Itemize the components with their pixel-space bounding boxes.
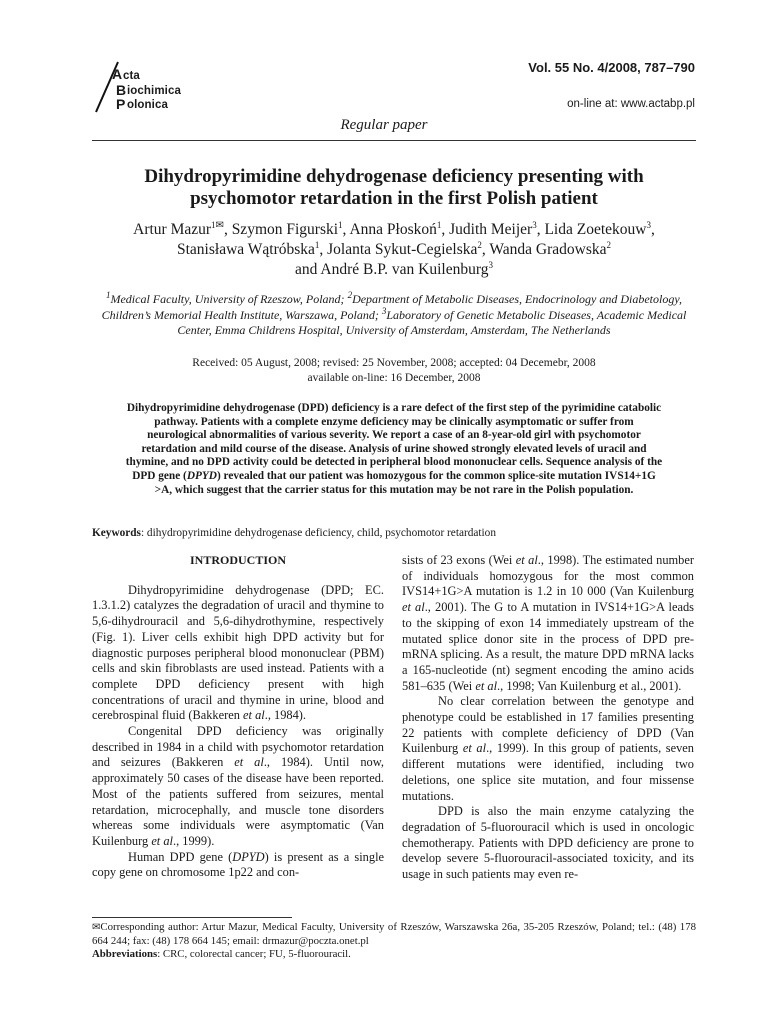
author-affil-sup: 1 xyxy=(436,219,442,230)
author: Szymon Figurski xyxy=(231,221,339,238)
abbreviations-text: : CRC, colorectal cancer; FU, 5-fluorouracil. xyxy=(157,948,351,960)
authors-and: and xyxy=(295,261,318,278)
author: André B.P. van Kuilenburg xyxy=(320,261,489,278)
header-divider xyxy=(92,140,696,141)
journal-logo xyxy=(92,58,232,116)
author: Lida Zoetekouw xyxy=(544,221,647,238)
corresponding-text: Corresponding author: Artur Mazur, Medical Faculty, University of Rzeszów, Warszawska 26a, 35-205 Rzeszów, Poland; tel.: (48) 178 664 244; fax: (48) 178 664 145; email: drmazur@poczta.onet.pl xyxy=(92,921,696,947)
footnotes xyxy=(92,921,696,962)
section-heading: INTRODUCTION xyxy=(189,553,286,567)
abbreviations-footnote xyxy=(92,948,696,962)
abstract-text: ) revealed that our patient was homozygous for the common splice-site mutation IVS14+1G >A, which suggest that the carrier status for this mutation may be not rare in the Polish population. xyxy=(154,469,656,496)
article-title: Dihydropyrimidine dehydrogenase deficiency presenting with psychomotor retardation in the first Polish patient xyxy=(144,166,644,209)
available-line: available on-line: 16 December, 2008 xyxy=(307,372,481,384)
body-column-left xyxy=(92,553,384,881)
author: Wanda Gradowska xyxy=(489,241,607,258)
paragraph-1: Dihydropyrimidine dehydrogenase (DPD; EC. 1.3.1.2) catalyzes the degradation of uracil and thymine to 5,6-dihydrouracil and 5,6-dihydrothymine, respectively (Fig. 1). Liver cells exhibit high DPD activity but for diagnostic purposes peripheral blood mononuclear (PBM) cells and skin fibroblasts are used instead. Patients with a complete DPD deficiency present with high concentrations of uracil and thymine in urine, blood and cerebrospinal fluid (Bakkeren et al., 1984). xyxy=(92,582,384,723)
keywords-label: Keywords xyxy=(92,527,141,539)
logo-letter-b: B xyxy=(116,82,127,98)
paragraph-3-cont: sists of 23 exons (Wei et al., 1998). The estimated number of individuals homozygous for the most common IVS14+1G>A mutation is 1.2 in 10 000 (Van Kuilenburg et al., 2001). The G to A mutation in IVS14+1G>A leads to the skipping of exon 14 immediately upstream of the mutated splice donor site in the process of DPD pre-mRNA splicing. As a result, the mature DPD mRNA lacks a 165-nucleotide (nt) segment encoding the amino acids 581–635 (Wei et al., 1998; Van Kuilenburg et al., 2001). xyxy=(402,553,695,693)
keywords xyxy=(92,527,696,539)
affiliations xyxy=(92,292,696,339)
paper-type: Regular paper xyxy=(340,117,428,133)
author: Jolanta Sykut-Cegielska xyxy=(327,241,478,258)
logo-letter-a: A xyxy=(112,66,123,82)
affil-sup: 1 xyxy=(105,290,111,300)
abstract xyxy=(124,402,664,497)
corresponding-mark: ✉ xyxy=(215,219,224,231)
author: Stanisława Wątróbska xyxy=(177,241,315,258)
paragraph-5: DPD is also the main enzyme catalyzing the degradation of 5-fluorouracil which is used in oncologic chemotherapy. Patients with DPD deficiency are prone to develop severe 5-fluorouracil-associated toxicity, and its usage in such patients may even re- xyxy=(402,804,694,882)
paragraph-4: No clear correlation between the genotype and phenotype could be established in 17 families presenting 22 patients with complete deficiency of DPD (Van Kuilenburg et al., 1999). In this group of patients, seven different mutations were identified, including two deletions, one splice site mutation, and four missense mutations. xyxy=(402,694,695,803)
affiliation: Medical Faculty, University of Rzeszow, Poland; xyxy=(110,292,348,306)
journal-volume: Vol. 55 No. 4/2008, 787–790 xyxy=(528,60,695,75)
author-affil-sup: 3 xyxy=(532,219,537,230)
author-affil-sup: 3 xyxy=(488,259,493,270)
author-affil-sup: 1 xyxy=(314,239,320,250)
corresponding-footnote xyxy=(92,921,696,948)
author-affil-sup: 2 xyxy=(477,239,482,250)
journal-online-url: on-line at: www.actabp.pl xyxy=(567,98,695,110)
abstract-gene: DPYD xyxy=(186,469,217,482)
paragraph-2: Congenital DPD deficiency was originally described in 1984 in a child with psychomotor retardation and seizures (Bakkeren et al., 1984). Until now, approximately 50 cases of the disease have been reported. Most of the patients suffered from seizures, mental retardation, microcephally, and muscle tone disorders whereas some individuals were asymptomatic (Van Kuilenburg et al., 1999). xyxy=(92,724,384,848)
received-dates xyxy=(92,356,696,386)
logo-line-2: iochimica xyxy=(127,85,181,97)
affil-sup: 2 xyxy=(347,290,353,300)
author: Artur Mazur xyxy=(133,221,212,238)
logo-line-3: olonica xyxy=(127,99,168,111)
author-affil-sup: 3 xyxy=(646,219,651,230)
paragraph-3-start: Human DPD gene (DPYD) is present as a single copy gene on chromosome 1p22 and con- xyxy=(92,849,385,880)
logo-letter-p: P xyxy=(116,96,126,112)
author-affil-sup: 2 xyxy=(606,239,611,250)
abbreviations-label: Abbreviations xyxy=(92,948,158,960)
affiliation: Department of Metabolic Diseases, Endocrinology and Diabetology, Children’s Memorial Health Institute, Warszawa, Poland; xyxy=(101,292,683,322)
author: Judith Meijer xyxy=(449,221,533,238)
author-affil-sup: 1 xyxy=(338,219,343,230)
received-line: Received: 05 August, 2008; revised: 25 November, 2008; accepted: 04 Decemebr, 2008 xyxy=(192,357,596,369)
logo-line-1: cta xyxy=(123,70,140,82)
affiliation: Laboratory of Genetic Metabolic Diseases, Academic Medical Center, Emma Childrens Hospital, University of Amsterdam, Amsterdam, The Netherlands xyxy=(177,307,687,337)
author: Anna Płoskoń xyxy=(349,221,437,238)
author-affil-sup: 1 xyxy=(211,219,216,230)
body-column-right xyxy=(402,553,694,883)
footnote-divider xyxy=(92,917,292,918)
envelope-icon: ✉ xyxy=(92,922,101,933)
keywords-text: : dihydropyrimidine dehydrogenase deficiency, child, psychomotor retardation xyxy=(140,527,496,539)
affil-sup: 3 xyxy=(381,305,387,316)
author-list: Artur Mazur$^{1✉}$, Szymon Figurski$^1$, Anna Płoskoń$^1$, Judith Meijer$^3$, Lida Zoetekouw$^3$, Stanisława Wątróbska$^1$, Jolanta Sykut-Cegielska$^2$, Wanda Gradowska$^2$ and André B.P. van Kuilenburg$^3$ xyxy=(133,219,655,278)
abstract-text: Dihydropyrimidine dehydrogenase (DPD) deficiency is a rare defect of the first step of the pyrimidine catabolic pathway. Patients with a complete enzyme deficiency may be clinically asymptomatic or suffer from neurological abnormalities of various severity. We report a case of an 8-year-old girl with psychomotor retardation and mild course of the disease. Analysis of urine showed strongly elevated levels of uracil and thymine, and no DPD activity could be detected in peripheral blood mononuclear cells. Sequence analysis of the DPD gene ( xyxy=(125,402,663,482)
